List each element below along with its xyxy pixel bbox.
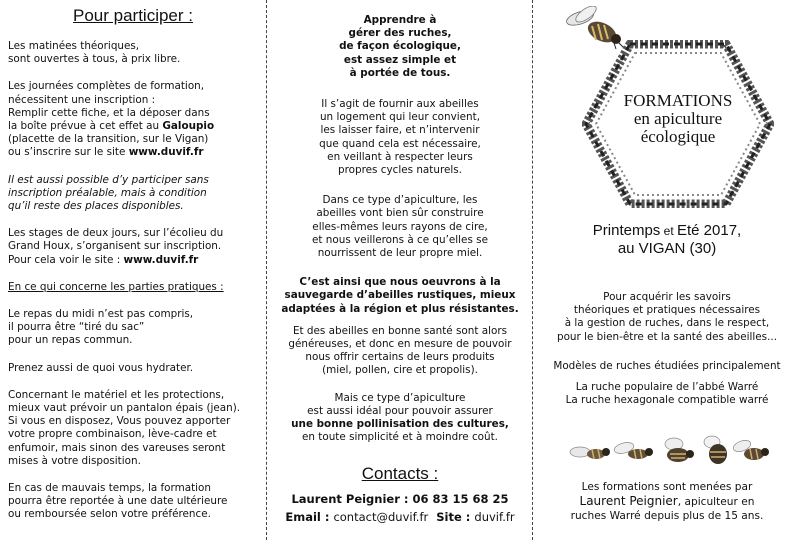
text-line: une bonne pollinisation des cultures, [291, 418, 509, 431]
text-line: (placette de la transition, sur le Vigan) [8, 133, 209, 146]
text-line: adaptées à la région et plus résistantes. [281, 302, 519, 315]
text-line: abeilles vont bien sûr construire [316, 207, 484, 220]
text-line: votre propre combinaison, lève-cadre et [8, 428, 217, 441]
section-heading-participer: Pour participer : [73, 6, 193, 25]
contact-email-site [272, 510, 528, 525]
text-line: inscription préalable, mais à condition [8, 186, 207, 199]
website-link[interactable]: www.duvif.fr [123, 253, 199, 266]
paragraph-journees [8, 80, 258, 159]
text-line: il pourra être “tiré du sac” [8, 321, 145, 334]
column-philosophy [272, 0, 528, 540]
text-line: pour le bien-être et la santé des abeilles... [556, 330, 777, 343]
paragraph-mauvais-temps [8, 482, 258, 522]
text-line: elles-mêmes leurs rayons de cire, [312, 220, 488, 233]
paragraph-materiel [8, 389, 258, 468]
galoupio-name: Galoupio [162, 120, 215, 133]
text-line: ou remboursée selon votre préférence. [8, 508, 211, 521]
text-line: nous offrir certains de leurs produits [305, 351, 495, 364]
text-line: ou s’inscrire sur le site [8, 146, 129, 159]
text-line: pourra être reportée à une date ultérieure [8, 495, 228, 508]
text-line: ruches Warré depuis plus de 15 ans. [570, 510, 764, 522]
text-line: sont ouvertes à tous, à prix libre. [8, 53, 181, 66]
paragraph-sans-inscription [8, 174, 258, 214]
model-item: La ruche populaire de l’abbé Warré [575, 381, 759, 393]
text-line: Concernant le matériel et les protections, [8, 388, 225, 401]
models-list [536, 381, 798, 407]
website-link[interactable]: www.duvif.fr [128, 146, 204, 159]
site-link[interactable]: duvif.fr [474, 510, 515, 525]
text-line: Le repas du midi n’est pas compris, [8, 308, 194, 321]
paragraph-cire [272, 194, 528, 260]
text-line: Les matinées théoriques, [8, 40, 140, 52]
text-line: (miel, pollen, cire et propolis). [322, 364, 478, 377]
text-line: en veillant à respecter leurs [327, 150, 473, 163]
text-line: est aussi idéal pour pouvoir assurer [307, 404, 493, 417]
text-line: Remplir cette fiche, et la déposer dans [8, 106, 210, 119]
column-participation [8, 0, 258, 540]
text-line: , apiculteur en [677, 496, 755, 508]
models-heading: Modèles de ruches étudiées principalement [553, 360, 781, 372]
cover-footer [536, 480, 798, 523]
text-line: mieux vaut prévoir un pantalon épais (jean). [8, 402, 241, 415]
text-line: Pour acquérir les savoirs [603, 291, 731, 303]
paragraph-repas [8, 308, 258, 348]
paragraph-sauvegarde [272, 276, 528, 316]
text-line: la boîte prévue à cet effet au [8, 120, 163, 133]
text-line: est assez simple et [343, 53, 457, 66]
text-line: à portée de tous. [349, 66, 451, 79]
paragraph-stages [8, 227, 258, 267]
text-line: enfumoir, mais sinon des vareuses seront [8, 441, 226, 454]
contacts-heading: Contacts : [361, 464, 439, 484]
paragraph-pollinisation [272, 392, 528, 445]
text-line: Il s’agit de fournir aux abeilles [321, 98, 479, 111]
model-item: La ruche hexagonale compatible warré [565, 394, 769, 407]
text-line: et nous veillerons à ce qu’elles se [312, 233, 488, 246]
text-line: nourrissent de leur propre miel. [317, 247, 483, 260]
text-line: à la gestion de ruches, dans le respect, [564, 317, 770, 330]
email-link[interactable]: contact@duvif.fr [333, 510, 429, 525]
column-cover [536, 0, 798, 540]
paragraph-logement [272, 98, 528, 177]
fold-line-left [266, 0, 267, 540]
text-line: Grand Houx, s’organisent sur inscription. [8, 240, 222, 253]
text-line: gérer des ruches, [348, 27, 452, 40]
text-line: les laisser faire, et n’intervenir [320, 124, 480, 137]
text-line: Les stages de deux jours, sur l’écolieu du [8, 227, 224, 240]
practical-heading: En ce qui concerne les parties pratiques : [8, 280, 224, 293]
season-place [536, 222, 798, 258]
text-line: généreuses, et donc en mesure de pouvoir [288, 338, 512, 351]
title-line-2: en apiculture [633, 109, 723, 128]
text-line: nécessitent une inscription : [8, 93, 156, 106]
text-line: théoriques et pratiques nécessaires [573, 304, 761, 317]
text-line: Mais ce type d’apiculture [334, 391, 466, 404]
text-line: Il est aussi possible d’y participer sans [8, 173, 209, 186]
title-line-3: écologique [640, 127, 716, 146]
text-line: mises à votre disposition. [8, 454, 141, 467]
site-label: Site : [436, 510, 475, 525]
paragraph-produits [272, 325, 528, 378]
title-line-1: FORMATIONS [623, 91, 733, 110]
paragraph-hydrater: Prenez aussi de quoi vous hydrater. [8, 361, 194, 374]
text-line: de façon écologique, [339, 40, 461, 53]
paragraph-matinees [8, 40, 258, 66]
contact-phone[interactable]: Laurent Peignier : 06 83 15 68 25 [291, 492, 509, 507]
text-line: propres cycles naturels. [338, 164, 462, 177]
instructor-name: Laurent Peignier [579, 494, 678, 508]
place-line: au VIGAN (30) [617, 240, 717, 257]
text-line: Les journées complètes de formation, [8, 80, 205, 93]
email-label: Email : [285, 510, 334, 525]
text-line: pour un repas commun. [8, 334, 133, 347]
text-line: Les formations sont menées par [581, 481, 753, 493]
season-spring: Printemps [592, 222, 661, 239]
text-line: que quand cela est nécessaire, [319, 137, 481, 150]
text-line: Pour cela voir le site : [8, 253, 124, 266]
text-line: Apprendre à [363, 14, 437, 26]
text-line: qu’il reste des places disponibles. [8, 200, 184, 213]
text-line: sauvegarde d’abeilles rustiques, mieux [284, 289, 516, 302]
text-line: Dans ce type d’apiculture, les [322, 194, 478, 207]
text-line: Et des abeilles en bonne santé sont alors [292, 324, 508, 337]
intro-statement [272, 14, 528, 80]
text-line: en toute simplicité et à moindre coût. [302, 431, 498, 444]
text-line: un logement qui leur convient, [319, 111, 481, 124]
fold-line-right [532, 0, 533, 540]
text-line: En cas de mauvais temps, la formation [8, 482, 211, 495]
season-summer: Eté 2017, [677, 222, 742, 239]
text-line: Si vous en disposez, Vous pouvez apporter [8, 415, 231, 428]
season-line [536, 222, 798, 240]
cover-title [582, 92, 774, 146]
cover-description [536, 291, 798, 344]
season-and: et [660, 224, 677, 238]
bees-row-icon [566, 430, 772, 470]
text-line: C’est ainsi que nous oeuvrons à la [299, 276, 501, 289]
